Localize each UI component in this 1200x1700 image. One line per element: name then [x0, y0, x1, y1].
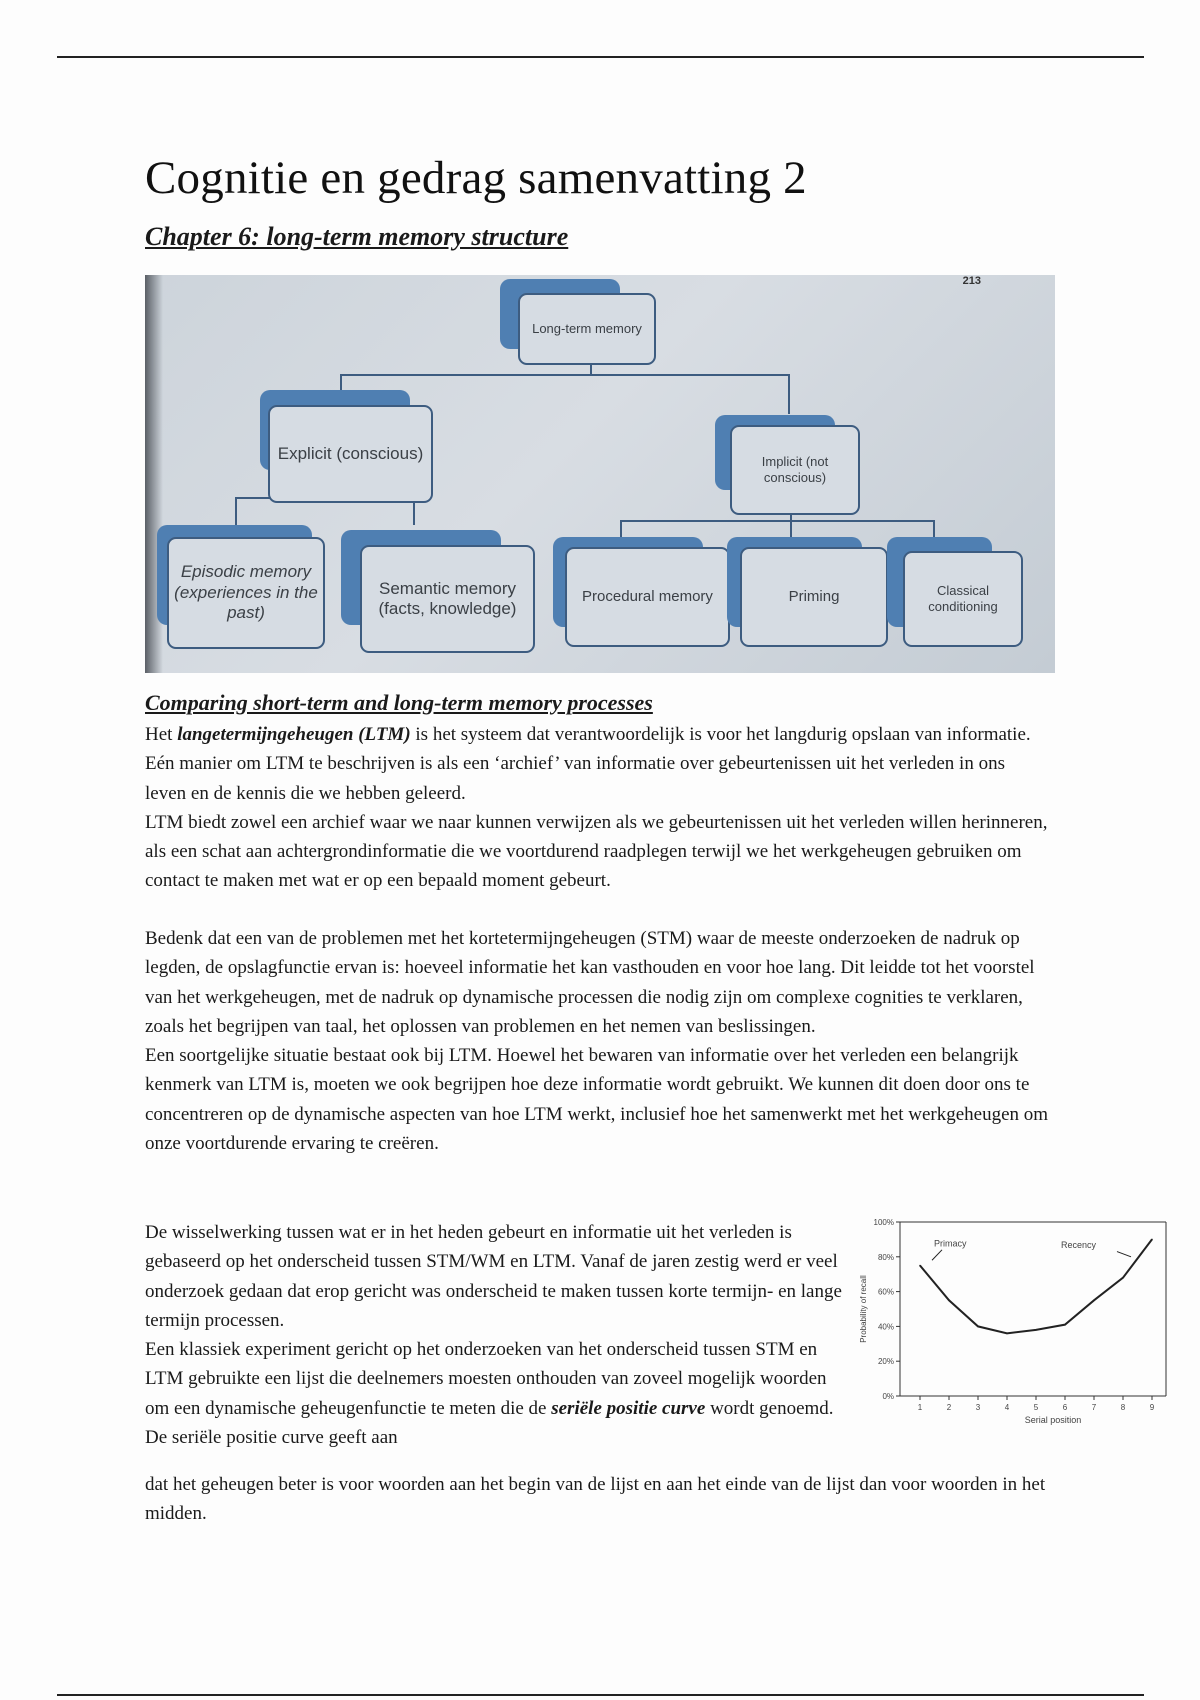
data-point [1122, 1277, 1124, 1279]
connector [788, 374, 790, 414]
text-run: De wisselwerking tussen wat er in het heden gebeurt en informatie uit het verleden is gebaseerd op het onderscheid tussen STM/WM en LTM. Vanaf de jaren zestig werd er veel onderzoek gedaan dat erop gericht was onderscheid te maken tussen korte termijn- en lange termijn processen. [145, 1222, 842, 1331]
bottom-rule [57, 1694, 1144, 1696]
text-run: is het systeem dat verantwoordelijk is voor het langdurig opslaan van informatie. Eén manier om LTM te beschrijven is als een ‘archief’ van informatie over gebeurtenissen uit het verleden in ons leven en de kennis die we hebben geleerd. [145, 724, 1031, 804]
bold-term: langetermijngeheugen (LTM) [177, 724, 411, 745]
x-tick-label: 4 [1004, 1403, 1010, 1412]
annotation-recency: Recency [1061, 1240, 1097, 1251]
ltm-diagram-photo [145, 275, 1055, 673]
page-title: Cognitie en gedrag samenvatting 2 [145, 152, 807, 204]
text-run: Bedenk dat een van de problemen met het kortetermijngeheugen (STM) waar de meeste onderzoeken de nadruk op legden, de opslagfunctie ervan is: hoeveel informatie het kan vasthouden en voor hoe lang. Dit leidde tot het voorstel van het werkgeheugen, met de nadruk op dynamische processen die nodig zijn om complexe cognities te verklaren, zoals het begrijpen van taal, het oplossen van problemen en het nemen van beslissingen. [145, 928, 1035, 1037]
semantic-label: Semantic memory (facts, knowledge) [360, 545, 535, 653]
connector [340, 374, 790, 376]
x-tick-label: 3 [975, 1403, 981, 1412]
serial-position-curve [920, 1239, 1152, 1333]
data-point [977, 1326, 979, 1328]
data-point [1035, 1329, 1037, 1331]
connector [620, 520, 935, 522]
y-tick-label: 80% [877, 1252, 894, 1262]
annotation-primacy: Primacy [934, 1238, 967, 1249]
text-run: Een klassiek experiment gericht op het onderzoeken van het onderscheid tussen STM en LTM gebruikte een lijst die deelnemers moesten onthouden van zoveel mogelijk woorden om een dynamische geheugenfunctie te meten die de [145, 1339, 827, 1419]
text-run: wordt genoemd. De seriële positie curve geeft aan [145, 1397, 834, 1449]
paragraph-interaction [145, 1218, 845, 1452]
bold-term: seriële positie curve [551, 1397, 706, 1419]
data-point [1064, 1324, 1066, 1326]
y-axis-label: Probability of recall [859, 1275, 868, 1343]
data-point [948, 1300, 950, 1302]
y-tick-label: 40% [877, 1322, 894, 1332]
book-page-number: 213 [962, 275, 981, 287]
implicit-label: Implicit (not conscious) [730, 425, 860, 515]
y-tick-label: 60% [877, 1287, 894, 1297]
x-tick-label: 5 [1033, 1403, 1039, 1412]
ltm-root-label: Long-term memory [518, 293, 656, 365]
connector [235, 497, 237, 525]
top-rule [57, 56, 1144, 58]
paragraph-stm-problems [145, 924, 1050, 1158]
x-tick-label: 6 [1062, 1403, 1068, 1412]
page-header [145, 150, 1045, 252]
classical-label: Classical conditioning [903, 551, 1023, 647]
data-point [1151, 1239, 1153, 1241]
y-tick-label: 0% [882, 1392, 894, 1401]
text-run: Een soortgelijke situatie bestaat ook bij LTM. Hoewel het bewaren van informatie over het verleden een belangrijk kenmerk van LTM is, moeten we ook begrijpen hoe deze informatie wordt gebruikt. We kunnen dit doen door ons te concentreren op de dynamische aspecten van hoe LTM werkt, inclusief hoe het samenwerkt met het werkgeheugen om onze voortdurende ervaring te creëren. [145, 1045, 1049, 1155]
x-tick-label: 7 [1091, 1403, 1097, 1412]
x-tick-label: 8 [1120, 1403, 1126, 1412]
paragraph-serial-conclusion: dat het geheugen beter is voor woorden aan het begin van de lijst en aan het einde van de lijst dan voor woorden in het midden. [145, 1474, 1046, 1525]
data-point [1093, 1300, 1095, 1302]
y-tick-label: 100% [873, 1218, 894, 1227]
annotation-arrow [1117, 1252, 1131, 1257]
section-heading: Comparing short-term and long-term memory processes [145, 690, 653, 715]
text-run: Het [145, 724, 178, 745]
procedural-label: Procedural memory [565, 547, 730, 647]
data-point [1006, 1333, 1008, 1335]
y-tick-label: 20% [877, 1357, 894, 1367]
data-point [919, 1265, 921, 1267]
annotation-arrow [932, 1250, 942, 1260]
x-tick-label: 2 [946, 1403, 952, 1412]
serial-position-chart [848, 1212, 1168, 1442]
x-tick-label: 1 [917, 1403, 923, 1412]
episodic-label: Episodic memory (experiences in the past) [167, 537, 325, 649]
paragraph-ltm-intro [145, 720, 1050, 896]
priming-label: Priming [740, 547, 888, 647]
chapter-heading: Chapter 6: long-term memory structure [145, 222, 569, 251]
explicit-label: Explicit (conscious) [268, 405, 433, 503]
x-axis-label: Serial position [1024, 1415, 1082, 1425]
x-tick-label: 9 [1149, 1403, 1155, 1412]
text-run: LTM biedt zowel een archief waar we naar kunnen verwijzen als we gebeurtenissen uit het verleden willen herinneren, als een schat aan achtergrondinformatie die we voortdurend raadplegen terwijl we het werkgeheugen gebruiken om contact te maken met wat er op een bepaald moment gebeurt. [145, 811, 1048, 892]
